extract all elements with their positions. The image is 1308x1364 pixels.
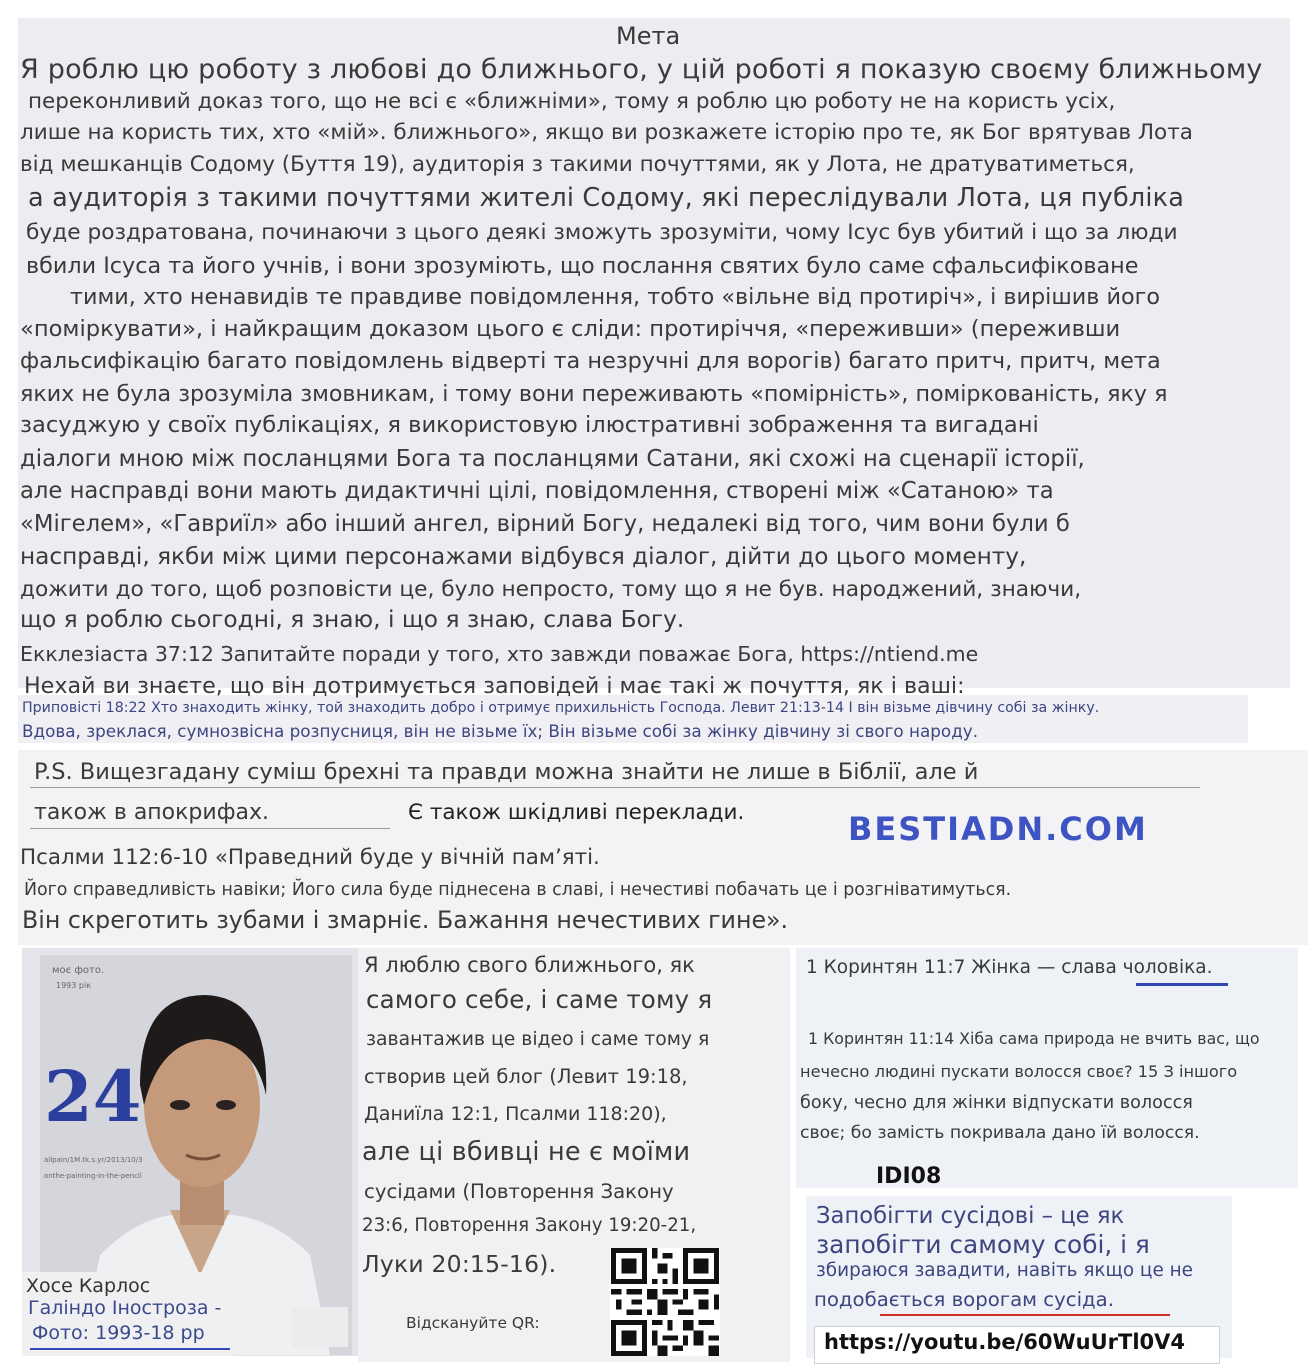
text-line: «поміркувати», і найкращим доказом цього є сліди: протиріччя, «переживши» (переживши [20,316,1121,342]
middle-text: Луки 20:15-16). [362,1250,557,1278]
prevent-line-1: Запобігти сусідові – це як [816,1203,1125,1229]
text-line: засуджую у своїх публікаціях, я використовую ілюстративні зображення та вигадані [20,412,1039,438]
ecclesiastes-verse: Екклезіаста 37:12 Запитайте поради у того, хто завжди поважає Бога, https://ntiend.me [20,642,979,666]
caption-name: Хосе Карлос [26,1275,151,1297]
harmful-translations: Є також шкідливі переклади. [408,800,745,825]
divider [30,828,390,829]
text-line: а аудиторія з такими почуттями жителі Содому, які переслідували Лота, ця публіка [28,183,1185,213]
psalm-verse-3: Він скреготить зубами і змарніє. Бажання нечестивих гине». [22,906,789,934]
psalm-verse: Псалми 112:6-10 «Праведний буде у вічній пам’яті. [20,845,600,870]
psalm-verse-2: Його справедливість навіки; Його сила буде піднесена в славі, і нечестиві побачать це і розгніватимуться. [24,880,1012,900]
text-line: вбили Ісуса та його учнів, і вони зрозуміють, що послання святих було саме сфальсифіковане [26,253,1139,279]
middle-text: завантажив це відео і саме тому я [366,1029,710,1050]
text-line: переконливий доказ того, що не всі є «ближніми», тому я роблю цю роботу не на користь усіх, [28,89,1116,114]
middle-text: 23:6, Повторення Закону 19:20-21, [362,1215,697,1236]
prevent-line-3: збираюся завадити, навіть якщо це не [816,1260,1193,1281]
qr-code[interactable] [610,1248,720,1356]
red-underline [880,1314,1170,1316]
caption-surname: Галіндо Іностроза - [28,1297,222,1319]
page-title: Мета [616,22,681,50]
youtube-link[interactable]: https://youtu.be/60WuUrTl0V4 [824,1330,1186,1354]
middle-text: Даниїла 12:1, Псалми 118:20), [364,1103,667,1125]
text-line: Я роблю цю роботу з любові до ближнього, у цій роботі я показую своєму ближньому [20,54,1263,85]
caption-year: Фото: 1993-18 рр [32,1322,205,1344]
cor-underline [1136,983,1228,986]
photo-tag: моє фото. [52,965,105,976]
corinthians-11-7: 1 Коринтян 11:7 Жінка — слава чоловіка. [806,957,1213,978]
ps-line-1: P.S. Вищезгадану суміш брехні та правди можна знайти не лише в Біблії, але й [34,759,979,785]
prevent-line-4: подобається ворогам сусіда. [814,1288,1114,1311]
text-line: дожити до того, щоб розповісти це, було непросто, тому що я не був. народжений, знаючи, [20,577,1082,602]
number-24: 24 [44,1055,142,1138]
divider [30,787,1200,788]
middle-text: самого себе, і саме тому я [366,985,713,1014]
scan-qr-label: Відскануйте QR: [406,1314,540,1332]
text-line: буде роздратована, починаючи з цього деякі зможуть зрозуміти, чому Ісус був убитий і що за люди [26,220,1178,245]
leviticus-verse: Вдова, зреклася, сумнозвісна розпусниця, він не візьме їх; Він візьме собі за жінку дівчину зі свого народу. [22,721,979,741]
text-line: тими, хто ненавидів те правдиве повідомлення, тобто «вільне від протиріч», і вирішив його [70,284,1160,310]
text-line: лише на користь тих, хто «мій». ближнього», якщо ви розкажете історію про те, як Бог врятував Лота [20,120,1193,145]
photo-source-url: allpain/1M.tk.s.yr/2013/10/3 [44,1156,143,1164]
middle-text: Я люблю свого ближнього, як [364,953,695,977]
know-line: Нехай ви знаєте, що він дотримується заповідей і має такі ж почуття, як і ваші: [24,673,965,699]
middle-text: сусідами (Повторення Закону [364,1180,674,1203]
text-line: «Мігелем», «Гавриїл» або інший ангел, вірний Богу, недалекі від того, чим вони були б [20,511,1070,537]
text-line: яких не була зрозуміла змовникам, і тому вони переживають «помірність», поміркованість, яку я [20,381,1168,407]
proverbs-verse: Приповісті 18:22 Хто знаходить жінку, той знаходить добро і отримує прихильність Господа. Левит 21:13-14 І він візьме дівчину собі за жінку. [22,700,1100,716]
text-line: насправді, якби між цими персонажами відбувся діалог, дійти до цього моменту, [20,543,1027,570]
middle-text: але ці вбивці не є моїми [362,1137,691,1167]
corinthians-11-14: 1 Коринтян 11:14 Хіба сама природа не вчить вас, що [808,1029,1260,1048]
middle-text: створив цей блог (Левит 19:18, [364,1065,688,1088]
corinthians-11-15-cont: своє; бо замість покривала дано їй волосся. [800,1123,1200,1143]
text-line: діалоги мною між посланцями Бога та посланцями Сатани, які схожі на сценарії історії, [20,446,1085,472]
text-line: від мешканців Содому (Буття 19), аудиторія з такими почуттями, як у Лота, не дратуватиметься, [20,152,1135,177]
caption-underline [30,1348,230,1350]
ps-line-2: також в апокрифах. [34,800,269,825]
photo-year-tag: 1993 рік [56,981,92,990]
qr-code-icon [610,1248,720,1356]
text-line: що я роблю сьогодні, я знаю, і що я знаю, слава Богу. [20,606,685,633]
prevent-line-2: запобігти самому собі, і я [816,1230,1150,1259]
text-line: але насправді вони мають дидактичні цілі, повідомлення, створені між «Сатаною» та [20,478,1054,504]
corinthians-11-15: боку, чесно для жінки відпускати волосся [800,1093,1193,1113]
id-label: IDI08 [876,1164,942,1189]
brand-logo[interactable]: BESTIADN.COM [848,810,1148,848]
text-line: фальсифікацію багато повідомлень відверті та незручні для ворогів) багато притч, притч, мета [20,348,1161,374]
photo-source-url-2: onthe-painting-in-the-pencil [44,1172,142,1180]
corinthians-11-14-cont: нечесно людині пускати волосся своє? 15 З іншого [800,1062,1238,1081]
